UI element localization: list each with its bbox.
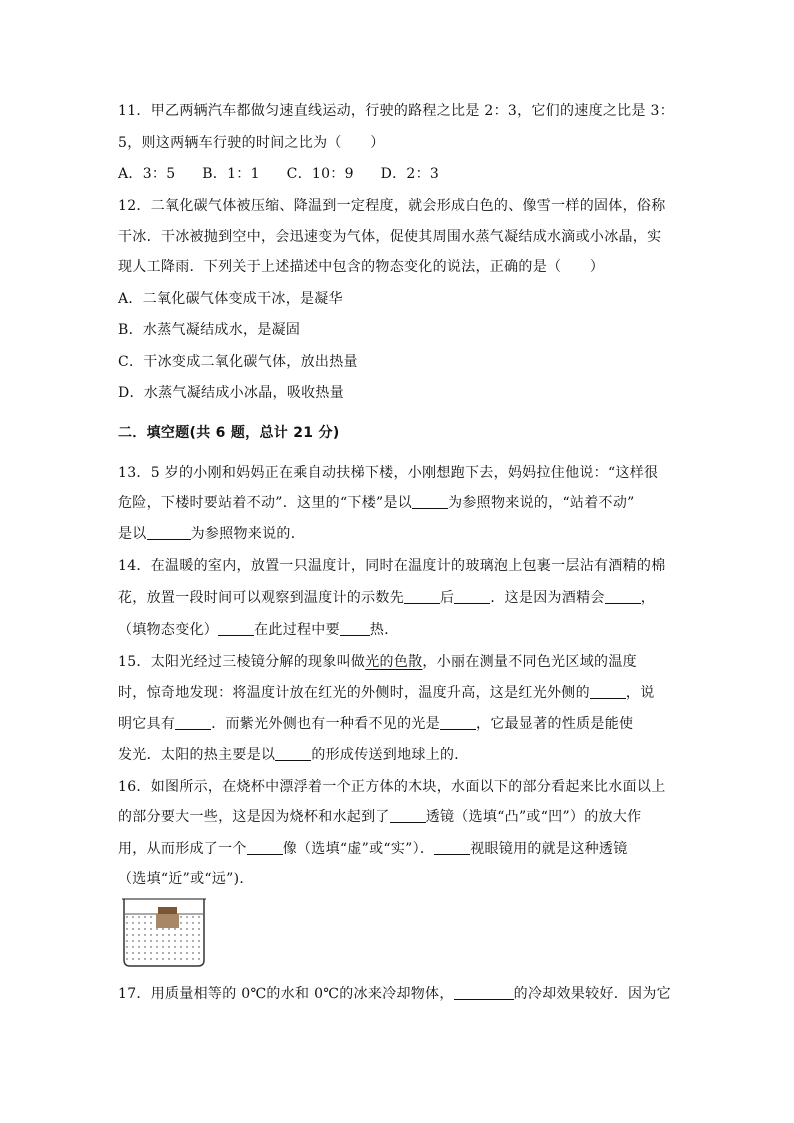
q14-blank-4[interactable]: [218, 621, 254, 636]
q13-text: 危险，下楼时要站着不动”．这里的“下楼”是以: [118, 495, 413, 511]
q12-line-2: 干冰．干冰被抛到空中，会迅速变为气体，促使其周围水蒸气凝结成水滴或小冰晶，实: [118, 229, 662, 245]
beaker-figure: [118, 896, 210, 968]
q16-blank-2[interactable]: [247, 840, 283, 855]
q12-option-a: A．二氧化碳气体变成干冰，是凝华: [118, 291, 343, 307]
q14-text: 花，放置一段时间可以观察到温度计的示数先: [118, 590, 404, 606]
q14-text: 后: [440, 590, 455, 606]
wood-block-above-water: [158, 907, 177, 914]
q16-text: 像（选填“虚”或“实”）．: [282, 841, 435, 857]
q14-text: 在此过程中要: [254, 622, 340, 638]
q16-text: 视眼镜用的就是这种透镜: [470, 841, 628, 857]
q16-line-4: （选填“近”或“远”)．: [118, 871, 254, 887]
q15-text: 明它具有: [118, 716, 176, 732]
q13-line-3: [118, 524, 688, 544]
q11-option-c: C．10：9: [286, 166, 354, 182]
q11-option-d: D．2：3: [380, 166, 440, 182]
q14-blank-3[interactable]: [605, 589, 641, 604]
q13-line-1: 13．5 岁的小刚和妈妈正在乘自动扶梯下楼，小刚想跑下去，妈妈拉住他说：“这样很: [118, 465, 659, 481]
q15-text: 发光．太阳的热主要是以: [118, 747, 276, 763]
q14-line-3: [118, 620, 688, 640]
q11-options: [118, 164, 688, 184]
q12-line-3: 现人工降雨．下列关于上述描述中包含的物态变化的说法，正确的是（ ）: [118, 259, 605, 275]
q13-text: 为参照物来说的．: [190, 526, 306, 542]
q11-option-a: A．3：5: [118, 166, 176, 182]
q14-line-2: [118, 588, 688, 608]
q11-line-1: 11．甲乙两辆汽车都做匀速直线运动，行驶的路程之比是 2：3，它们的速度之比是 3：: [118, 103, 675, 119]
q16-blank-3[interactable]: [434, 840, 470, 855]
q15-blank-2[interactable]: [175, 715, 211, 730]
section-2-title: 二．填空题(共 6 题，总计 21 分): [118, 425, 340, 441]
q13-blank-1[interactable]: [412, 494, 448, 509]
q12-line-1: 12．二氧化碳气体被压缩、降温到一定程度，就会形成白色的、像雪一样的固体，俗称: [118, 198, 666, 214]
q14-text: ，: [640, 590, 656, 606]
q17-blank-1[interactable]: [454, 985, 514, 1000]
q14-line-1: 14．在温暖的室内，放置一只温度计，同时在温度计的玻璃泡上包裹一层沾有酒精的棉: [118, 558, 666, 574]
q14-blank-5[interactable]: [340, 621, 370, 636]
q12-option-c: C．干冰变成二氧化碳气体，放出热量: [118, 354, 358, 370]
q15-answer: 光的色散: [365, 654, 423, 670]
q15-text: 时，惊奇地发现：将温度计放在红光的外侧时，温度升高，这是红光外侧的: [118, 685, 590, 701]
q14-text: （填物态变化）: [118, 622, 219, 638]
q15-text: ，小丽在测量不同色光区域的温度: [422, 654, 637, 670]
q15-text: ．而紫光外侧也有一种看不见的光是: [211, 716, 441, 732]
q15-line-4: [118, 745, 688, 765]
q13-blank-2[interactable]: [147, 525, 191, 540]
q13-text: 为参照物来说的，“站着不动”: [448, 495, 635, 511]
q15-text: ，说: [625, 685, 655, 701]
q16-text: 的部分要大一些，这是因为烧杯和水起到了: [118, 809, 390, 825]
q11-option-b: B．1：1: [202, 166, 260, 182]
q16-line-3: [118, 839, 688, 859]
q16-line-1: 16．如图所示，在烧杯中漂浮着一个正方体的木块，水面以下的部分看起来比水面以上: [118, 779, 666, 795]
q16-line-2: [118, 807, 688, 827]
q15-text: ，它最显著的性质是能使: [476, 716, 634, 732]
wood-block-below-water: [156, 914, 179, 928]
q15-line-2: [118, 683, 688, 703]
q12-option-b: B．水蒸气凝结成水，是凝固: [118, 322, 301, 338]
q14-text: 热．: [369, 622, 399, 638]
q12-option-d: D．水蒸气凝结成小冰晶，吸收热量: [118, 385, 345, 401]
q16-text: 用，从而形成了一个: [118, 841, 247, 857]
q14-text: ．这是因为酒精会: [490, 590, 605, 606]
q15-blank-1[interactable]: [590, 684, 626, 699]
q13-text: 是以: [118, 526, 147, 542]
q13-line-2: [118, 493, 688, 513]
q15-text: 15．太阳光经过三棱镜分解的现象叫做: [118, 654, 366, 670]
q15-text: 的形成传送到地球上的．: [311, 747, 469, 763]
q14-blank-2[interactable]: [454, 589, 490, 604]
q16-blank-1[interactable]: [390, 808, 426, 823]
q15-blank-3[interactable]: [440, 715, 476, 730]
q15-line-1: [118, 652, 688, 672]
q15-line-3: [118, 714, 688, 734]
q15-blank-4[interactable]: [275, 746, 311, 761]
q14-blank-1[interactable]: [404, 589, 440, 604]
q17-text: 17．用质量相等的 0℃的水和 0℃的冰来冷却物体，: [118, 986, 454, 1002]
q11-line-2: 5，则这两辆车行驶的时间之比为（ ）: [118, 135, 385, 151]
q16-text: 透镜（选填“凸”或“凹”）的放大作: [425, 809, 642, 825]
q17-text: 的冷却效果较好．因为它: [513, 986, 671, 1002]
q17-line-1: [118, 984, 688, 1004]
